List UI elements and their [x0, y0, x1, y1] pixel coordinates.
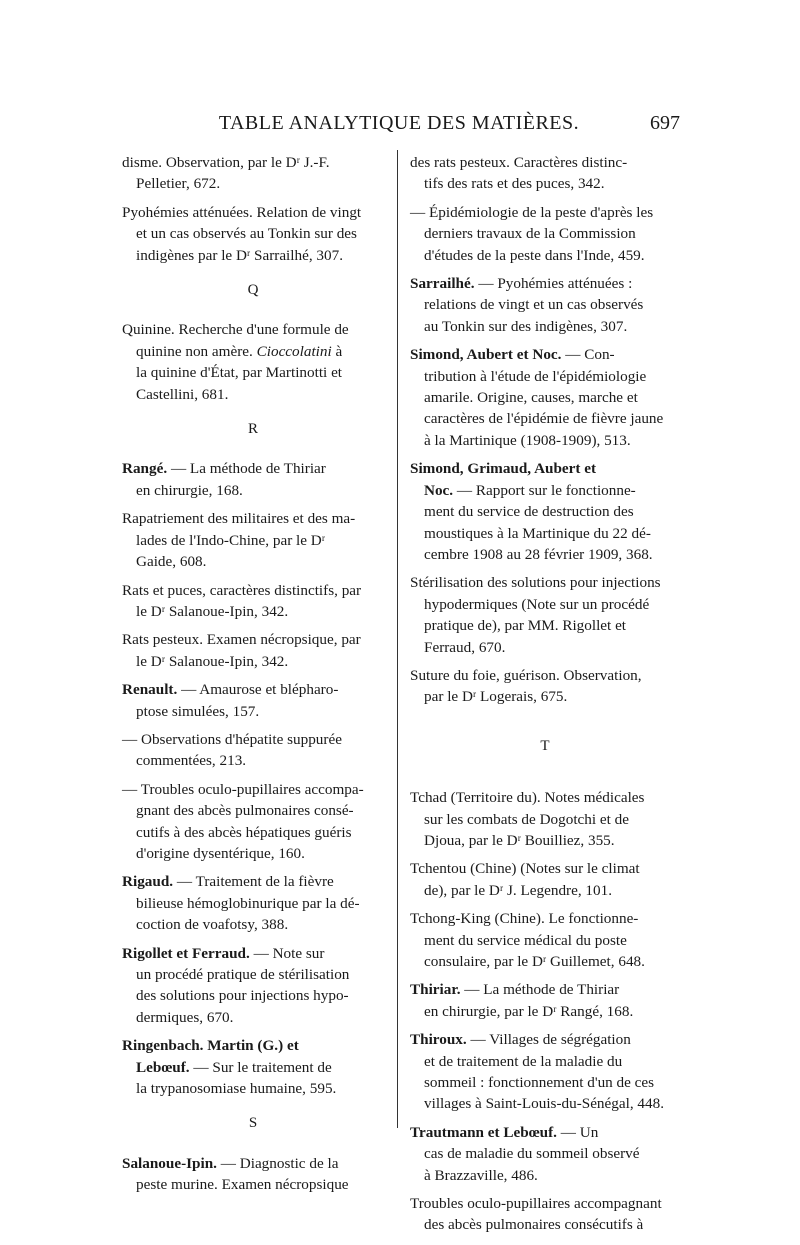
section-letter: S: [248, 1115, 258, 1132]
section-letter: Q: [247, 282, 259, 299]
left-column: [122, 152, 384, 1203]
index-entry: Troubles oculo-pupillaires accompagnant des abcès pulmonaires consécutifs à: [410, 1195, 662, 1234]
section-letter: T: [540, 737, 550, 754]
running-header: [118, 112, 680, 142]
index-entry: Tchad (Territoire du). Notes médicales sur les combats de Dogotchi et de Djoua, par le Dʳ Bouilliez, 355.: [410, 789, 645, 849]
index-entry: des rats pesteux. Caractères distinc- tifs des rats et des puces, 342.: [410, 154, 628, 193]
index-entry: Rigaud. — Traitement de la fièvre bilieuse hémoglobinurique par la dé- coction de voafotsy, 388.: [122, 873, 360, 934]
index-entry: Rangé. — La méthode de Thiriar en chirurgie, 168.: [122, 460, 326, 499]
index-entry: — Observations d'hépatite suppurée commentées, 213.: [122, 730, 342, 770]
index-entry: Rats et puces, caractères distinctifs, par le Dʳ Salanoue-Ipin, 342.: [122, 581, 362, 620]
index-entry: Salanoue-Ipin. — Diagnostic de la peste murine. Examen nécropsique: [122, 1154, 349, 1194]
page-number: 697: [650, 112, 680, 134]
index-entry: Tchentou (Chine) (Notes sur le climat de), par le Dʳ J. Legendre, 101.: [410, 860, 640, 899]
index-entry: Trautmann et Lebœuf. — Un cas de maladie du sommeil observé à Brazzaville, 486.: [410, 1123, 640, 1184]
index-entry: Thiriar. — La méthode de Thiriar en chirurgie, par le Dʳ Rangé, 168.: [410, 981, 634, 1020]
index-entry: Stérilisation des solutions pour injections hypodermiques (Note sur un procédé pratique de), par MM. Rigollet et Ferraud, 670.: [410, 574, 661, 656]
index-entry: Thiroux. — Villages de ségrégation et de traitement de la maladie du sommeil : fonctionnement d'un de ces villages à Saint-Louis-du-Sénégal, 448.: [410, 1031, 664, 1113]
index-entry: Rats pesteux. Examen nécropsique, par le Dʳ Salanoue-Ipin, 342.: [122, 631, 361, 670]
index-entry: Simond, Grimaud, Aubert et Noc. — Rapport sur le fonctionne- ment du service de destruction des moustiques à la Martinique du 22 dé- cembre 1908 au 28 février 1909, 368.: [410, 460, 653, 563]
index-entry: Renault. — Amaurose et blépharo- ptose simulées, 157.: [122, 681, 339, 720]
index-entry: Tchong-King (Chine). Le fonctionne- ment du service médical du poste consulaire, par le Dʳ Guillemet, 648.: [410, 910, 645, 970]
index-entry: — Troubles oculo-pupillaires accompa- gnant des abcès pulmonaires consé- cutifs à des abcès hépatiques guéris d'origine dysentérique, 160.: [122, 780, 364, 862]
index-entry: Ringenbach. Martin (G.) et Lebœuf. — Sur le traitement de la trypanosomiase humaine, 595.: [122, 1037, 337, 1098]
page-title: TABLE ANALYTIQUE DES MATIÈRES.: [218, 112, 580, 134]
index-entry: Quinine. Recherche d'une formule de quinine non amère. Cioccolatini à la quinine d'État, par Martinotti et Castellini, 681.: [122, 321, 349, 403]
column-divider: [397, 150, 398, 1128]
section-letter: R: [247, 421, 258, 438]
index-entry: Simond, Aubert et Noc. — Con- tribution à l'étude de l'épidémiologie amarile. Origine, causes, marche et caractères de l'épidémie de fièvre jaune à la Martinique (1908-1909), 513.: [410, 346, 664, 449]
index-entry: Rapatriement des militaires et des ma- lades de l'Indo-Chine, par le Dʳ Gaide, 608.: [122, 510, 356, 571]
index-entry: — Épidémiologie de la peste d'après les derniers travaux de la Commission d'études de la peste dans l'Inde, 459.: [410, 203, 654, 264]
index-entry: Rigollet et Ferraud. — Note sur un procédé pratique de stérilisation des solutions pour injections hypo- dermiques, 670.: [122, 944, 350, 1026]
right-column: [410, 152, 680, 1243]
index-entry: Suture du foie, guérison. Observation, par le Dʳ Logerais, 675.: [410, 666, 642, 706]
index-entry: Pyohémies atténuées. Relation de vingt et un cas observés au Tonkin sur des indigènes par le Dʳ Sarrailhé, 307.: [122, 203, 362, 264]
index-entry: disme. Observation, par le Dʳ J.-F. Pelletier, 672.: [122, 154, 330, 193]
index-entry: Sarrailhé. — Pyohémies atténuées : relations de vingt et un cas observés au Tonkin sur des indigènes, 307.: [410, 275, 644, 335]
